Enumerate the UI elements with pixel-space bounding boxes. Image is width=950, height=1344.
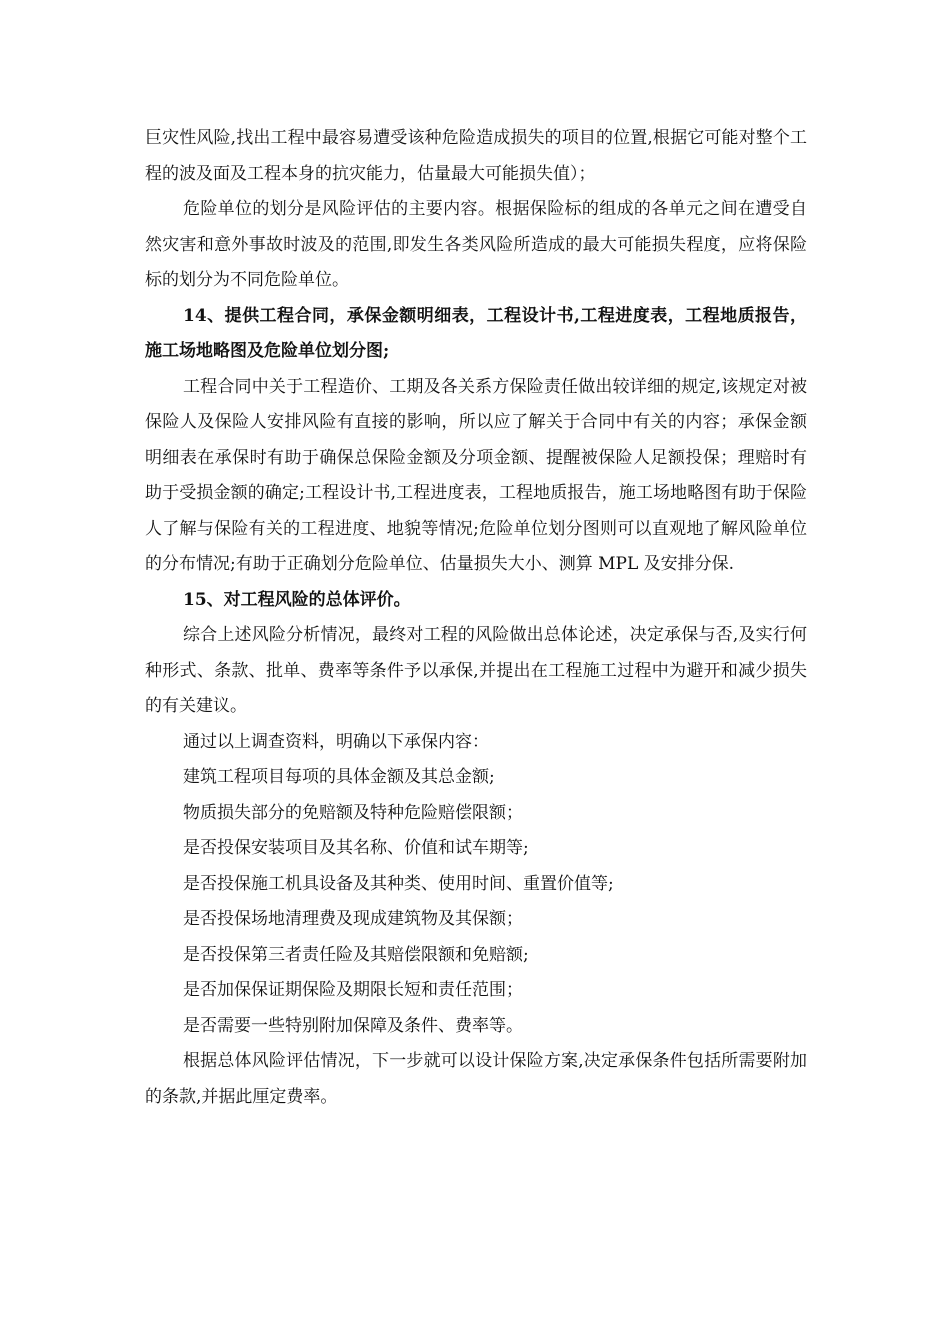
list-item-third-party: 是否投保第三者责任险及其赔偿限额和免赔额; xyxy=(183,944,529,965)
paragraph-overall-evaluation: 综合上述风险分析情况，最终对工程的风险做出总体论述，决定承保与否,及实行何种形式、条款、批单、费率等条件予以承保,并提出在工程施工过程中为避开和减少损失的有关建议。 xyxy=(145,625,807,716)
list-item-warranty-period: 是否加保保证期保险及期限长短和责任范围； xyxy=(183,980,523,1000)
list-item-installation: 是否投保安装项目及其名称、价值和试车期等; xyxy=(183,838,529,858)
document-body xyxy=(145,121,807,1115)
list-item-special-extensions: 是否需要一些特别附加保障及条件、费率等。 xyxy=(183,1015,523,1036)
paragraph-underwriting-intro: 通过以上调查资料，明确以下承保内容： xyxy=(183,731,489,752)
paragraph-risk-unit-division: 危险单位的划分是风险评估的主要内容。根据保险标的组成的各单元之间在遭受自然灾害和意外事故时波及的范围,即发生各类风险所造成的最大可能损失程度，应将保险标的划分为不同危险单位。 xyxy=(145,199,807,290)
paragraph-catastrophe-risk: 巨灾性风险,找出工程中最容易遭受该种危险造成损失的项目的位置,根据它可能对整个工程的波及面及工程本身的抗灾能力，估量最大可能损失值）； xyxy=(145,128,807,184)
section-heading-15: 15、对工程风险的总体评价。 xyxy=(183,589,411,610)
list-item-construction-amount: 建筑工程项目每项的具体金额及其总金额; xyxy=(183,767,495,787)
paragraph-conclusion: 根据总体风险评估情况，下一步就可以设计保险方案,决定承保条件包括所需要附加的条款,并据此厘定费率。 xyxy=(145,1051,807,1107)
list-item-site-clearance: 是否投保场地清理费及现成建筑物及其保额； xyxy=(183,909,523,929)
paragraph-contract-documents: 工程合同中关于工程造价、工期及各关系方保险责任做出较详细的规定,该规定对被保险人及保险人安排风险有直接的影响，所以应了解关于合同中有关的内容；承保金额明细表在承保时有助于确保总保险金额及分项金额、提醒被保险人足额投保；理赔时有助于受损金额的确定;工程设计书,工程进度表，工程地质报告，施工场地略图有助于保险人了解与保险有关的工程进度、地貌等情况;危险单位划分图则可以直观地了解风险单位的分布情况;有助于正确划分危险单位、估量损失大小、测算 MPL 及安排分保. xyxy=(145,376,807,574)
list-item-machinery: 是否投保施工机具设备及其种类、使用时间、重置价值等; xyxy=(183,873,614,894)
list-item-deductible: 物质损失部分的免赔额及特种危险赔偿限额； xyxy=(183,802,523,823)
section-heading-14: 14、提供工程合同，承保金额明细表，工程设计书,工程进度表，工程地质报告，施工场地略图及危险单位划分图; xyxy=(145,305,807,361)
